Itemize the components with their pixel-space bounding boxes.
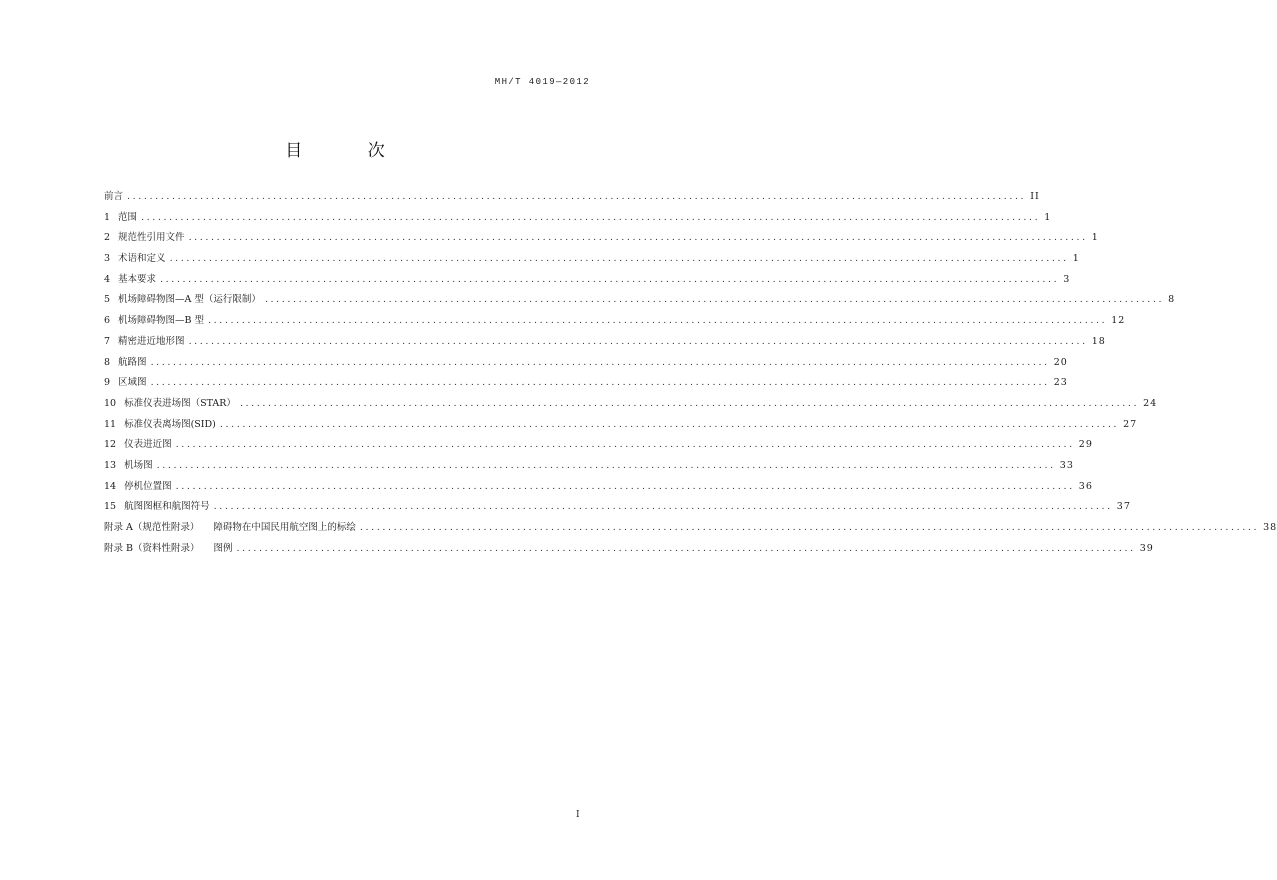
toc-entry-title: 术语和定义: [118, 253, 166, 265]
toc-entry-number: 14: [104, 480, 117, 492]
toc-entry-number: 12: [104, 439, 117, 451]
toc-entry-title: 附录 A（规范性附录）: [104, 522, 200, 533]
toc-entry-number: 8: [104, 356, 111, 368]
toc-entry-title: 前言: [104, 191, 124, 202]
toc-entry[interactable]: [104, 353, 1068, 374]
toc-entry[interactable]: [104, 332, 1106, 353]
toc-entry[interactable]: [104, 415, 1138, 436]
toc-entry-label: [118, 373, 147, 394]
toc-entry-number: 2: [104, 232, 111, 244]
toc-entry[interactable]: [104, 497, 1131, 518]
toc-entry[interactable]: [104, 228, 1099, 249]
toc-entry-number: 3: [104, 253, 111, 265]
toc-entry-number: 9: [104, 377, 111, 389]
toc-entry-page: 24: [1143, 397, 1158, 409]
toc-dot-leader: ................................................................................................................................................................: [160, 273, 1060, 285]
toc-entry-label: [118, 228, 185, 249]
toc-entry-number: 10: [104, 397, 117, 409]
toc-dot-leader: ................................................................................................................................................................: [169, 253, 1069, 265]
toc-entry[interactable]: [104, 456, 1074, 477]
toc-entry-label: [118, 353, 147, 374]
toc-entry[interactable]: [104, 518, 1277, 539]
toc-dot-leader: ................................................................................................................................................................: [188, 232, 1088, 244]
toc-entry-title: 仪表进近图: [124, 439, 172, 451]
toc-entry-title: 精密进近地形图: [118, 335, 185, 347]
toc-entry-title: 标准仪表进场图（STAR）: [124, 397, 236, 409]
toc-entry-title: 标准仪表离场图(SID): [124, 418, 216, 430]
toc-entry-page: 39: [1139, 542, 1154, 554]
toc-entry-number: 1: [104, 211, 111, 223]
toc-dot-leader: ................................................................................................................................................................: [219, 418, 1120, 430]
document-code: MH/T 4019—2012: [494, 77, 590, 87]
toc-dot-leader: ................................................................................................................................................................: [188, 335, 1088, 347]
toc-entry-label: [124, 477, 172, 498]
toc-entry-number: 11: [104, 418, 117, 430]
toc-entry-number: 6: [104, 315, 111, 327]
toc-dot-leader: ................................................................................................................................................................: [150, 356, 1050, 368]
toc-dot-leader: ................................................................................................................................................................: [208, 315, 1108, 327]
toc-entry-number: 5: [104, 294, 111, 306]
toc-entry[interactable]: [104, 311, 1126, 332]
toc-entry-label: [118, 311, 204, 332]
toc-entry-title: 基本要求: [118, 273, 157, 285]
toc-entry-page: 20: [1053, 356, 1068, 368]
toc-entry-page: 8: [1168, 294, 1176, 306]
toc-entry-label: [124, 456, 153, 477]
toc-entry-label: [124, 435, 172, 456]
toc-entry-page: II: [1030, 191, 1040, 202]
toc-dot-leader: ................................................................................................................................................................: [175, 439, 1075, 451]
toc-entry[interactable]: [104, 477, 1093, 498]
toc-dot-leader: ................................................................................................................................................................: [127, 191, 1027, 202]
toc-dot-leader: ................................................................................................................................................................: [239, 397, 1140, 409]
toc-entry-label: [124, 497, 210, 518]
toc-entry-page: 36: [1078, 480, 1093, 492]
toc-entry-page: 23: [1053, 377, 1068, 389]
toc-entry-number: 15: [104, 501, 117, 513]
toc-dot-leader: ................................................................................................................................................................: [175, 480, 1075, 492]
toc-dot-leader: ................................................................................................................................................................: [236, 542, 1136, 554]
toc-entry[interactable]: [104, 539, 1154, 560]
page-number: I: [576, 810, 580, 820]
toc-dot-leader: ................................................................................................................................................................: [150, 377, 1050, 389]
toc-entry-title: 区域图: [118, 377, 147, 389]
toc-entry-title: 机场图: [124, 459, 153, 471]
toc-dot-leader: ................................................................................................................................................................: [264, 294, 1165, 306]
toc-entry[interactable]: [104, 394, 1158, 415]
toc-entry-title: 范围: [118, 211, 138, 223]
toc-dot-leader: ................................................................................................................................................................: [156, 459, 1056, 471]
toc-entry-title: 航图图框和航图符号: [124, 501, 210, 513]
toc-entry-title: 规范性引用文件: [118, 232, 185, 244]
toc-entry[interactable]: [104, 187, 1040, 208]
toc-entry-label: [104, 518, 356, 539]
toc-title: 目 次: [285, 141, 415, 161]
toc-entry-number: 4: [104, 273, 111, 285]
toc-entry-label: [124, 415, 216, 436]
toc-entry-title: 附录 B（资料性附录）: [104, 542, 200, 554]
toc-dot-leader: ................................................................................................................................................................: [141, 211, 1041, 223]
toc-entry-title: 机场障碍物图—B 型: [118, 315, 205, 327]
toc-entry-title: 航路图: [118, 356, 147, 368]
toc-entry[interactable]: [104, 290, 1176, 311]
toc-entry[interactable]: [104, 208, 1052, 229]
toc-entry[interactable]: [104, 373, 1068, 394]
toc-entry[interactable]: [104, 435, 1093, 456]
toc-entry-page: 18: [1091, 335, 1106, 347]
toc-entry-subtitle: 图例: [213, 542, 233, 554]
toc-entry-page: 1: [1072, 253, 1080, 265]
toc-entry-subtitle: 障碍物在中国民用航空图上的标绘: [213, 522, 356, 533]
toc-entry-label: [118, 332, 185, 353]
table-of-contents: [104, 187, 1277, 559]
toc-entry-label: [118, 208, 137, 229]
toc-entry-page: 33: [1059, 459, 1074, 471]
toc-entry-page: 37: [1116, 501, 1131, 513]
toc-entry-number: 7: [104, 335, 111, 347]
toc-entry-label: [104, 187, 123, 208]
toc-entry-label: [118, 290, 261, 311]
toc-entry-page: 1: [1044, 211, 1052, 223]
toc-entry-page: 3: [1063, 273, 1071, 285]
toc-dot-leader: ................................................................................................................................................................: [213, 501, 1113, 513]
toc-entry-page: 1: [1091, 232, 1099, 244]
toc-dot-leader: ................................................................................................................................................................: [359, 522, 1260, 533]
toc-entry-label: [118, 270, 156, 291]
toc-entry-page: 12: [1111, 315, 1126, 327]
toc-entry[interactable]: [104, 249, 1080, 270]
toc-entry-label: [104, 539, 233, 560]
toc-entry-title: 机场障碍物图—A 型（运行限制）: [118, 294, 261, 306]
toc-entry-label: [118, 249, 166, 270]
toc-entry-page: 29: [1078, 439, 1093, 451]
toc-entry-title: 停机位置图: [124, 480, 172, 492]
toc-entry-page: 27: [1123, 418, 1138, 430]
toc-entry-page: 38: [1263, 522, 1277, 533]
toc-entry-number: 13: [104, 459, 117, 471]
toc-entry-label: [124, 394, 236, 415]
toc-entry[interactable]: [104, 270, 1071, 291]
